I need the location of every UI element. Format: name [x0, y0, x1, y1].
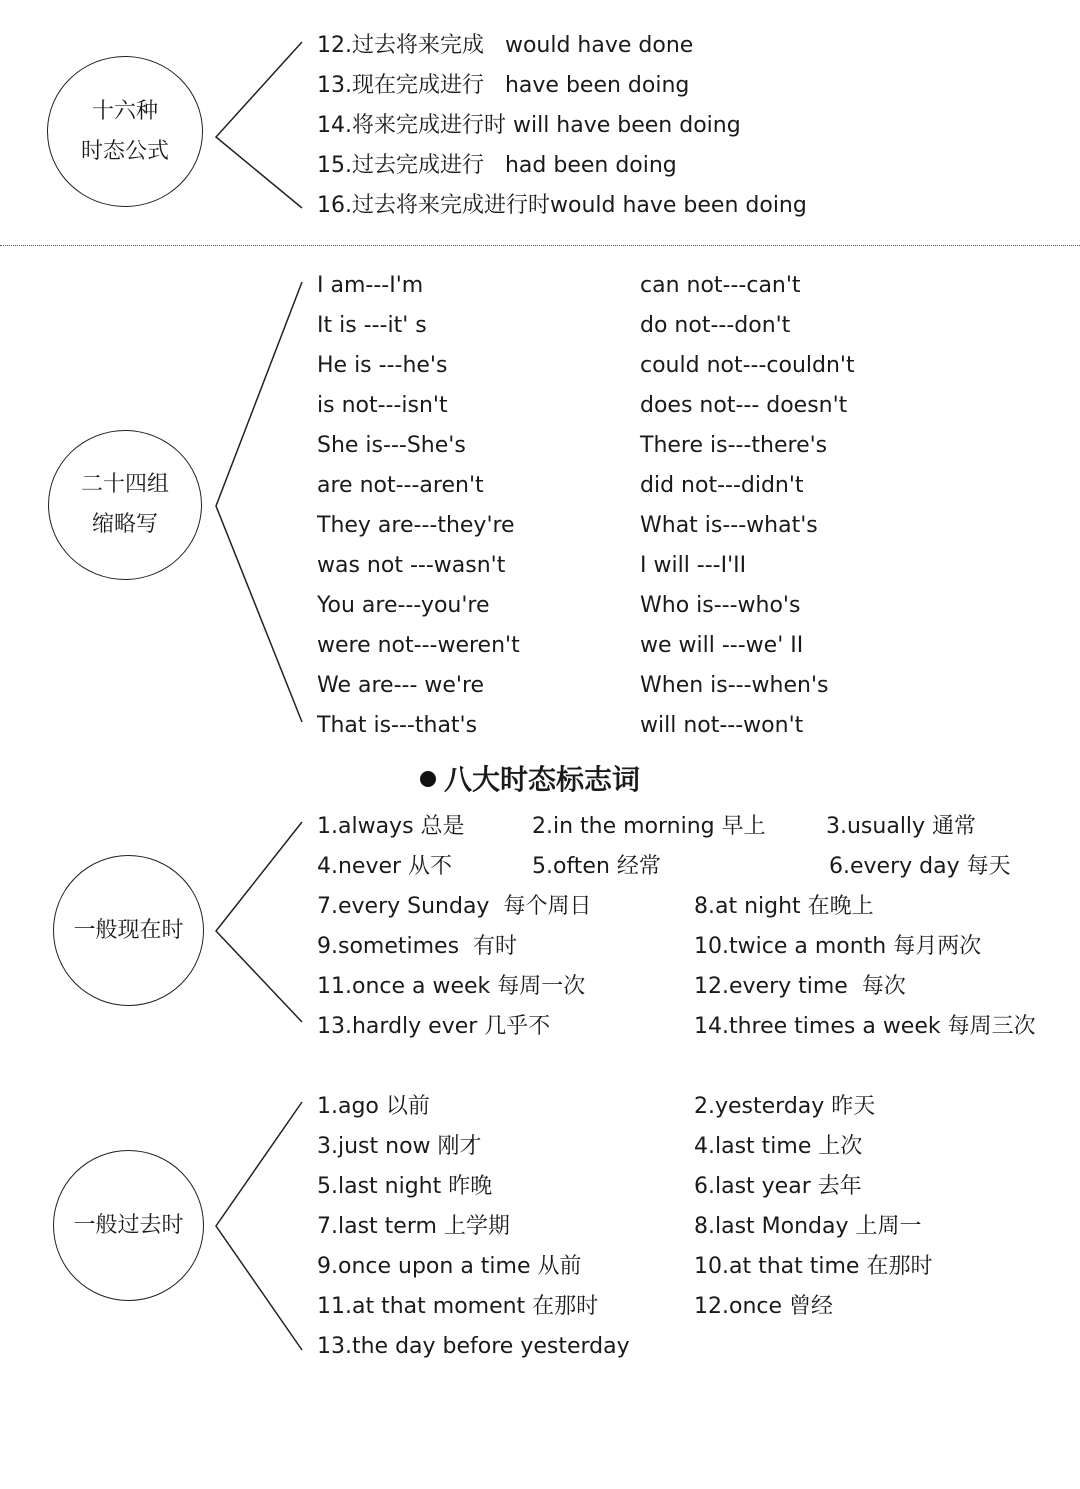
- contraction-item: were not---weren't: [317, 633, 520, 658]
- contraction-item: I will ---I'II: [640, 553, 747, 578]
- bullet-icon: [420, 771, 436, 787]
- contraction-item: When is---when's: [640, 673, 829, 698]
- contraction-item: do not---don't: [640, 313, 791, 338]
- marker-item: 14.three times a week 每周三次: [694, 1014, 1036, 1039]
- marker-item: 11.at that moment 在那时: [317, 1294, 599, 1319]
- brace-lines: [210, 276, 310, 728]
- brace-lines: [210, 36, 310, 216]
- marker-item: 7.last term 上学期: [317, 1214, 510, 1239]
- circle-label-line2: 缩略写: [91, 512, 158, 537]
- marker-item: 11.once a week 每周一次: [317, 974, 586, 999]
- marker-item: 8.last Monday 上周一: [694, 1214, 922, 1239]
- dotted-divider: [0, 245, 1080, 246]
- tense-item: 13.现在完成进行 have been doing: [317, 73, 690, 98]
- marker-item: 4.last time 上次: [694, 1134, 863, 1159]
- marker-item: 9.once upon a time 从前: [317, 1254, 582, 1279]
- circle-label: 一般过去时: [73, 1212, 184, 1238]
- marker-item: 10.twice a month 每月两次: [694, 934, 982, 959]
- contraction-item: does not--- doesn't: [640, 393, 848, 418]
- marker-item: 9.sometimes 有时: [317, 934, 518, 959]
- marker-item: 1.always 总是: [317, 814, 465, 839]
- tense-formula-circle: [47, 56, 203, 207]
- contraction-item: We are--- we're: [317, 673, 485, 698]
- contractions-circle: [48, 430, 202, 580]
- circle-label: 一般现在时: [73, 917, 184, 943]
- contraction-item: could not---couldn't: [640, 353, 855, 378]
- marker-item: 8.at night 在晚上: [694, 894, 874, 919]
- contraction-item: There is---there's: [640, 433, 828, 458]
- tense-item: 15.过去完成进行 had been doing: [317, 153, 677, 178]
- brace-lines: [210, 816, 310, 1028]
- marker-item: 5.often 经常: [532, 854, 661, 879]
- tense-item: 12.过去将来完成 would have done: [317, 33, 694, 58]
- marker-item: 5.last night 昨晚: [317, 1174, 493, 1199]
- circle-label-line1: 十六种: [91, 98, 158, 124]
- marker-item: 2.in the morning 早上: [532, 814, 766, 839]
- tense-item: 16.过去将来完成进行时would have been doing: [317, 193, 807, 218]
- contraction-item: You are---you're: [317, 593, 490, 618]
- contraction-item: He is ---he's: [317, 353, 448, 378]
- marker-item: 6.last year 去年: [694, 1174, 862, 1199]
- marker-item: 10.at that time 在那时: [694, 1254, 933, 1279]
- contraction-item: can not---can't: [640, 273, 801, 298]
- marker-item: 2.yesterday 昨天: [694, 1094, 876, 1119]
- marker-item: 12.once 曾经: [694, 1294, 834, 1319]
- contraction-item: They are---they're: [317, 513, 515, 538]
- contraction-item: was not ---wasn't: [317, 553, 506, 578]
- marker-item: 13.the day before yesterday: [317, 1334, 630, 1359]
- marker-item: 13.hardly ever 几乎不: [317, 1014, 551, 1039]
- circle-label-line2: 时态公式: [80, 138, 169, 164]
- contraction-item: are not---aren't: [317, 473, 484, 498]
- past-simple-circle: [53, 1150, 204, 1301]
- contraction-item: She is---She's: [317, 433, 466, 458]
- contraction-item: is not---isn't: [317, 393, 448, 418]
- section-heading: [420, 758, 640, 798]
- contraction-item: I am---I'm: [317, 273, 424, 298]
- marker-item: 6.every day 每天: [829, 854, 1011, 879]
- marker-item: 7.every Sunday 每个周日: [317, 894, 592, 919]
- contraction-item: did not---didn't: [640, 473, 804, 498]
- present-simple-circle: [53, 855, 204, 1006]
- marker-item: 1.ago 以前: [317, 1094, 430, 1119]
- contraction-item: What is---what's: [640, 513, 818, 538]
- brace-lines: [210, 1096, 310, 1356]
- contraction-item: It is ---it' s: [317, 313, 427, 338]
- circle-label-line1: 二十四组: [80, 472, 169, 497]
- marker-item: 3.just now 刚才: [317, 1134, 482, 1159]
- marker-item: 4.never 从不: [317, 854, 453, 879]
- marker-item: 12.every time 每次: [694, 974, 906, 999]
- marker-item: 3.usually 通常: [826, 814, 977, 839]
- contraction-item: we will ---we' II: [640, 633, 804, 658]
- tense-item: 14.将来完成进行时 will have been doing: [317, 113, 741, 138]
- contraction-item: will not---won't: [640, 713, 804, 738]
- contraction-item: That is---that's: [317, 713, 478, 738]
- contraction-item: Who is---who's: [640, 593, 801, 618]
- heading-text: 八大时态标志词: [444, 763, 641, 796]
